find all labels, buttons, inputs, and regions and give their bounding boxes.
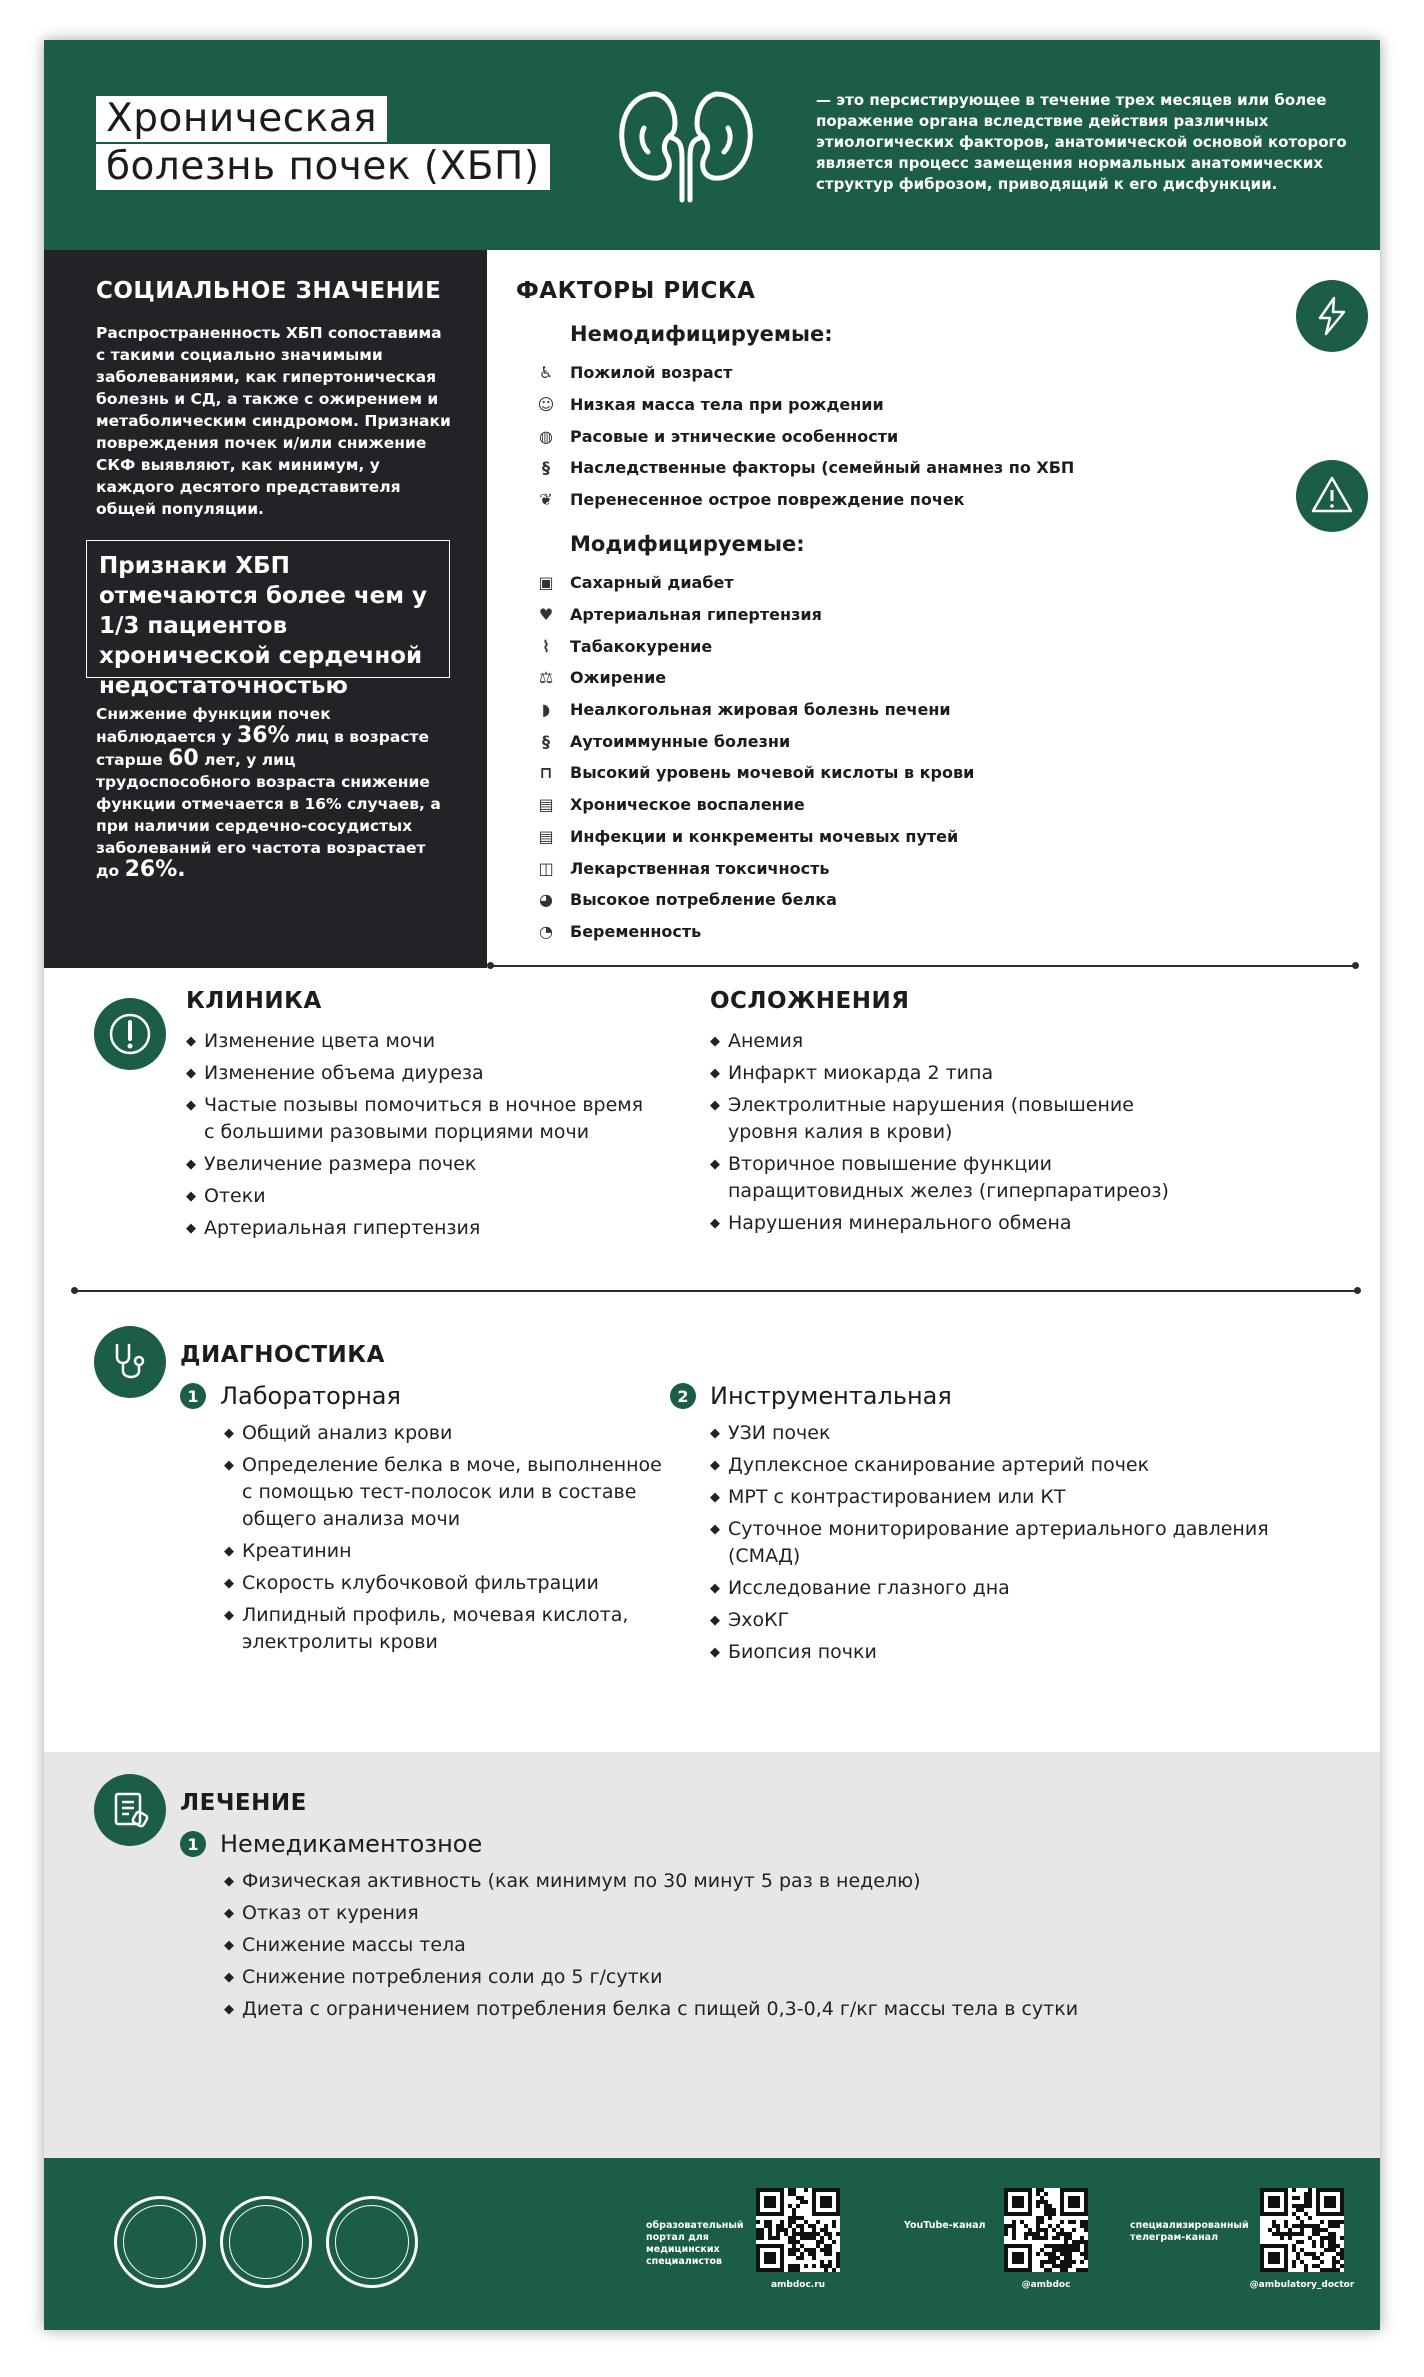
risk-item-label: Хроническое воспаление [570,795,805,815]
test-tube-icon: ⊓ [539,763,553,783]
treatment-title: ЛЕЧЕНИЕ [180,1790,307,1816]
baby-icon: ☺ [537,395,555,415]
instrumental-item: ◆ Биопсия почки [710,1639,1290,1666]
lab-item: ◆ Липидный профиль, мочевая кислота, электролиты крови [224,1602,674,1656]
poster [44,40,1380,2330]
risk-item [534,357,1074,389]
risk-item-label: Неалкогольная жировая болезнь печени [570,700,951,720]
globe-icon: ◍ [539,426,553,446]
risk-item-label: Табакокурение [570,636,713,656]
risk-item [534,389,1074,421]
lab-number: 1 [180,1383,206,1409]
clinic-exclamation-icon [94,998,166,1070]
lab-title: Лабораторная [220,1382,401,1410]
clinic-item: ◆ Изменение объема диуреза [186,1060,646,1087]
logo-society [114,2196,206,2288]
risk-item [534,662,974,694]
clinic-title: КЛИНИКА [186,988,322,1014]
warning-icon [1296,460,1368,532]
kidney-icon: ❦ [539,490,553,510]
heart-icon: ♥ [538,605,554,625]
qr2-caption: YouTube-канал [904,2220,986,2231]
social-highlight-box [86,540,450,699]
treatment-section [44,1752,1380,2164]
meat-icon: ◕ [539,890,553,910]
nonmed-title: Немедикаментозное [220,1830,483,1858]
stats-number-36: 36% [236,723,290,748]
kidneys-icon [616,88,756,203]
instrumental-list [710,1420,1290,1671]
qr-code-portal[interactable] [756,2188,840,2272]
glucometer-icon: ▣ [538,573,554,593]
risk-item-label: Низкая масса тела при рождении [570,395,884,415]
stats-text-a: Снижение функции почек наблюдается у [96,705,331,746]
risk-item [534,916,974,948]
treatment-item: ◆ Снижение потребления соли до 5 г/сутки [224,1964,1224,1991]
complication-item: ◆ Нарушения минерального обмена [710,1210,1190,1237]
treatment-item: ◆ Диета с ограничением потребления белка с пищей 0,3-0,4 г/кг массы тела в сутки [224,1996,1224,2023]
stats-number-60: 60 [168,746,199,771]
social-panel [44,250,487,968]
clinic-item: ◆ Частые позывы помочиться в ночное время с большими разовыми порциями мочи [186,1092,646,1146]
instrumental-item: ◆ Дуплексное сканирование артерий почек [710,1452,1290,1479]
risk-item-label: Перенесенное острое повреждение почек [570,490,965,510]
risk-item-label: Пожилой возраст [570,363,733,383]
lab-heading [180,1382,401,1410]
treatment-item: ◆ Физическая активность (как минимум по 30 минут 5 раз в неделю) [224,1868,1224,1895]
scale-icon: ⚖ [538,668,554,688]
dna-icon: § [542,458,550,478]
clinic-item: ◆ Изменение цвета мочи [186,1028,646,1055]
pregnancy-icon: ◔ [539,921,553,941]
complications-title: ОСЛОЖНЕНИЯ [710,988,910,1014]
pills-icon: ◫ [538,858,554,878]
risk-item [534,884,974,916]
nonmod-list [534,357,1074,515]
stats-text-b: лиц в возрасте старше [96,728,430,769]
dna-icon: § [542,731,550,751]
tissue-icon: ▤ [538,826,554,846]
risk-item-label: Расовые и этнические особенности [570,426,899,446]
risk-item [534,789,974,821]
risk-item-label: Беременность [570,921,702,941]
treatment-list [224,1868,1224,2028]
complication-item: ◆ Инфаркт миокарда 2 типа [710,1060,1190,1087]
risk-item [534,725,974,757]
tissue-icon: ▤ [538,795,554,815]
nonmed-number: 1 [180,1831,206,1857]
lab-item: ◆ Определение белка в моче, выполненное с помощью тест-полосок или в составе общего анализа мочи [224,1452,674,1533]
elderly-icon: ♿ [538,363,554,383]
instrumental-item: ◆ МРТ с контрастированием или КТ [710,1484,1290,1511]
risk-item [534,420,1074,452]
treatment-item: ◆ Снижение массы тела [224,1932,1224,1959]
treatment-item: ◆ Отказ от курения [224,1900,1224,1927]
risk-item [534,694,974,726]
qr2-sub: @ambdoc [1021,2280,1071,2290]
liver-icon: ◗ [541,700,551,720]
stats-text-c: лет, у лиц трудоспособного возраста снижение функции отмечается в 16% случаев, а при наличии сердечно-сосудистых заболеваний его частота возрастает до [96,751,441,880]
risk-item-label: Лекарственная токсичность [570,858,830,878]
risk-title: ФАКТОРЫ РИСКА [516,278,756,304]
complications-list [710,1028,1190,1242]
clinic-item: ◆ Увеличение размера почек [186,1151,646,1178]
risk-item [534,484,1074,516]
risk-item [534,852,974,884]
social-stats-paragraph [96,703,446,882]
divider-1 [490,965,1356,967]
risk-item [534,452,1074,484]
diagnostics-title: ДИАГНОСТИКА [180,1342,385,1368]
social-title: СОЦИАЛЬНОЕ ЗНАЧЕНИЕ [96,278,442,304]
instrumental-item: ◆ Исследование глазного дна [710,1575,1290,1602]
complication-item: ◆ Анемия [710,1028,1190,1055]
risk-item-label: Аутоиммунные болезни [570,731,791,751]
qr-code-youtube[interactable] [1004,2188,1088,2272]
social-paragraph: Распространенность ХБП сопоставима с такими социально значимыми заболеваниями, как гипертоническая болезнь и СД, а также с ожирением и метаболическим синдромом. Признаки повреждения почек и/или снижение СКФ выявляют, как минимум, у каждого десятого представителя общей популяции. [96,324,451,518]
complication-item: ◆ Вторичное повышение функции паращитовидных желез (гиперпаратиреоз) [710,1151,1190,1205]
lightning-icon [1296,280,1368,352]
social-highlight-text: Признаки ХБП отмечаются более чем у 1/3 пациентов хронической сердечной недостаточностью [99,553,428,699]
qr3-sub: @ambulatory_doctor [1249,2280,1355,2290]
instrumental-item: ◆ УЗИ почек [710,1420,1290,1447]
lab-item: ◆ Скорость клубочковой фильтрации [224,1570,674,1597]
definition-text: — это персистирующее в течение трех месяцев или более поражение органа вследствие действия различных этиологических факторов, анатомической основой которого является процесс замещения нормальных анатомических структур фиброзом, приводящий к его дисфункции. [816,91,1347,193]
lab-list [224,1420,674,1661]
risk-item-label: Высокое потребление белка [570,890,837,910]
qr-code-telegram[interactable] [1260,2188,1344,2272]
risk-item [534,599,974,631]
risk-item-label: Артериальная гипертензия [570,605,822,625]
instrumental-item: ◆ ЭхоКГ [710,1607,1290,1634]
instrumental-heading [670,1382,952,1410]
risk-item [534,757,974,789]
risk-item-label: Наследственные факторы (семейный анамнез по ХБП [570,458,1075,478]
clinic-item: ◆ Отеки [186,1183,646,1210]
footer [44,2158,1380,2330]
stethoscope-icon [94,1326,166,1398]
complication-item: ◆ Электролитные нарушения (повышение уровня калия в крови) [710,1092,1190,1146]
divider-2 [74,1290,1358,1292]
qr1-caption: образовательный портал для медицинских специалистов [646,2220,744,2267]
instrumental-title: Инструментальная [710,1382,952,1410]
nonmod-title: Немодифицируемые: [570,322,833,346]
risk-item [534,821,974,853]
risk-item-label: Сахарный диабет [570,573,734,593]
stats-number-26: 26%. [124,857,186,882]
risk-item-label: Инфекции и конкременты мочевых путей [570,826,959,846]
nonmed-heading [180,1830,482,1858]
prescription-icon [94,1774,166,1846]
mod-list [534,567,974,947]
risk-item-label: Высокий уровень мочевой кислоты в крови [570,763,975,783]
cigarette-icon: ⌇ [542,636,550,656]
risk-item [534,567,974,599]
risk-item-label: Ожирение [570,668,667,688]
logo-medical [326,2196,418,2288]
qr3-caption: специализированный телеграм-канал [1130,2220,1249,2243]
qr1-sub: ambdoc.ru [770,2280,826,2290]
title-line-1: Хроническая [96,96,387,142]
risk-item [534,630,974,662]
clinic-list [186,1028,646,1247]
clinic-item: ◆ Артериальная гипертензия [186,1215,646,1242]
lab-item: ◆ Креатинин [224,1538,674,1565]
header [44,40,1380,250]
lab-item: ◆ Общий анализ крови [224,1420,674,1447]
instrumental-item: ◆ Суточное мониторирование артериального давления (СМАД) [710,1516,1290,1570]
instrumental-number: 2 [670,1383,696,1409]
title-line-2: болезнь почек (ХБП) [96,144,550,190]
logo-university [220,2196,312,2288]
mod-title: Модифицируемые: [570,532,805,556]
